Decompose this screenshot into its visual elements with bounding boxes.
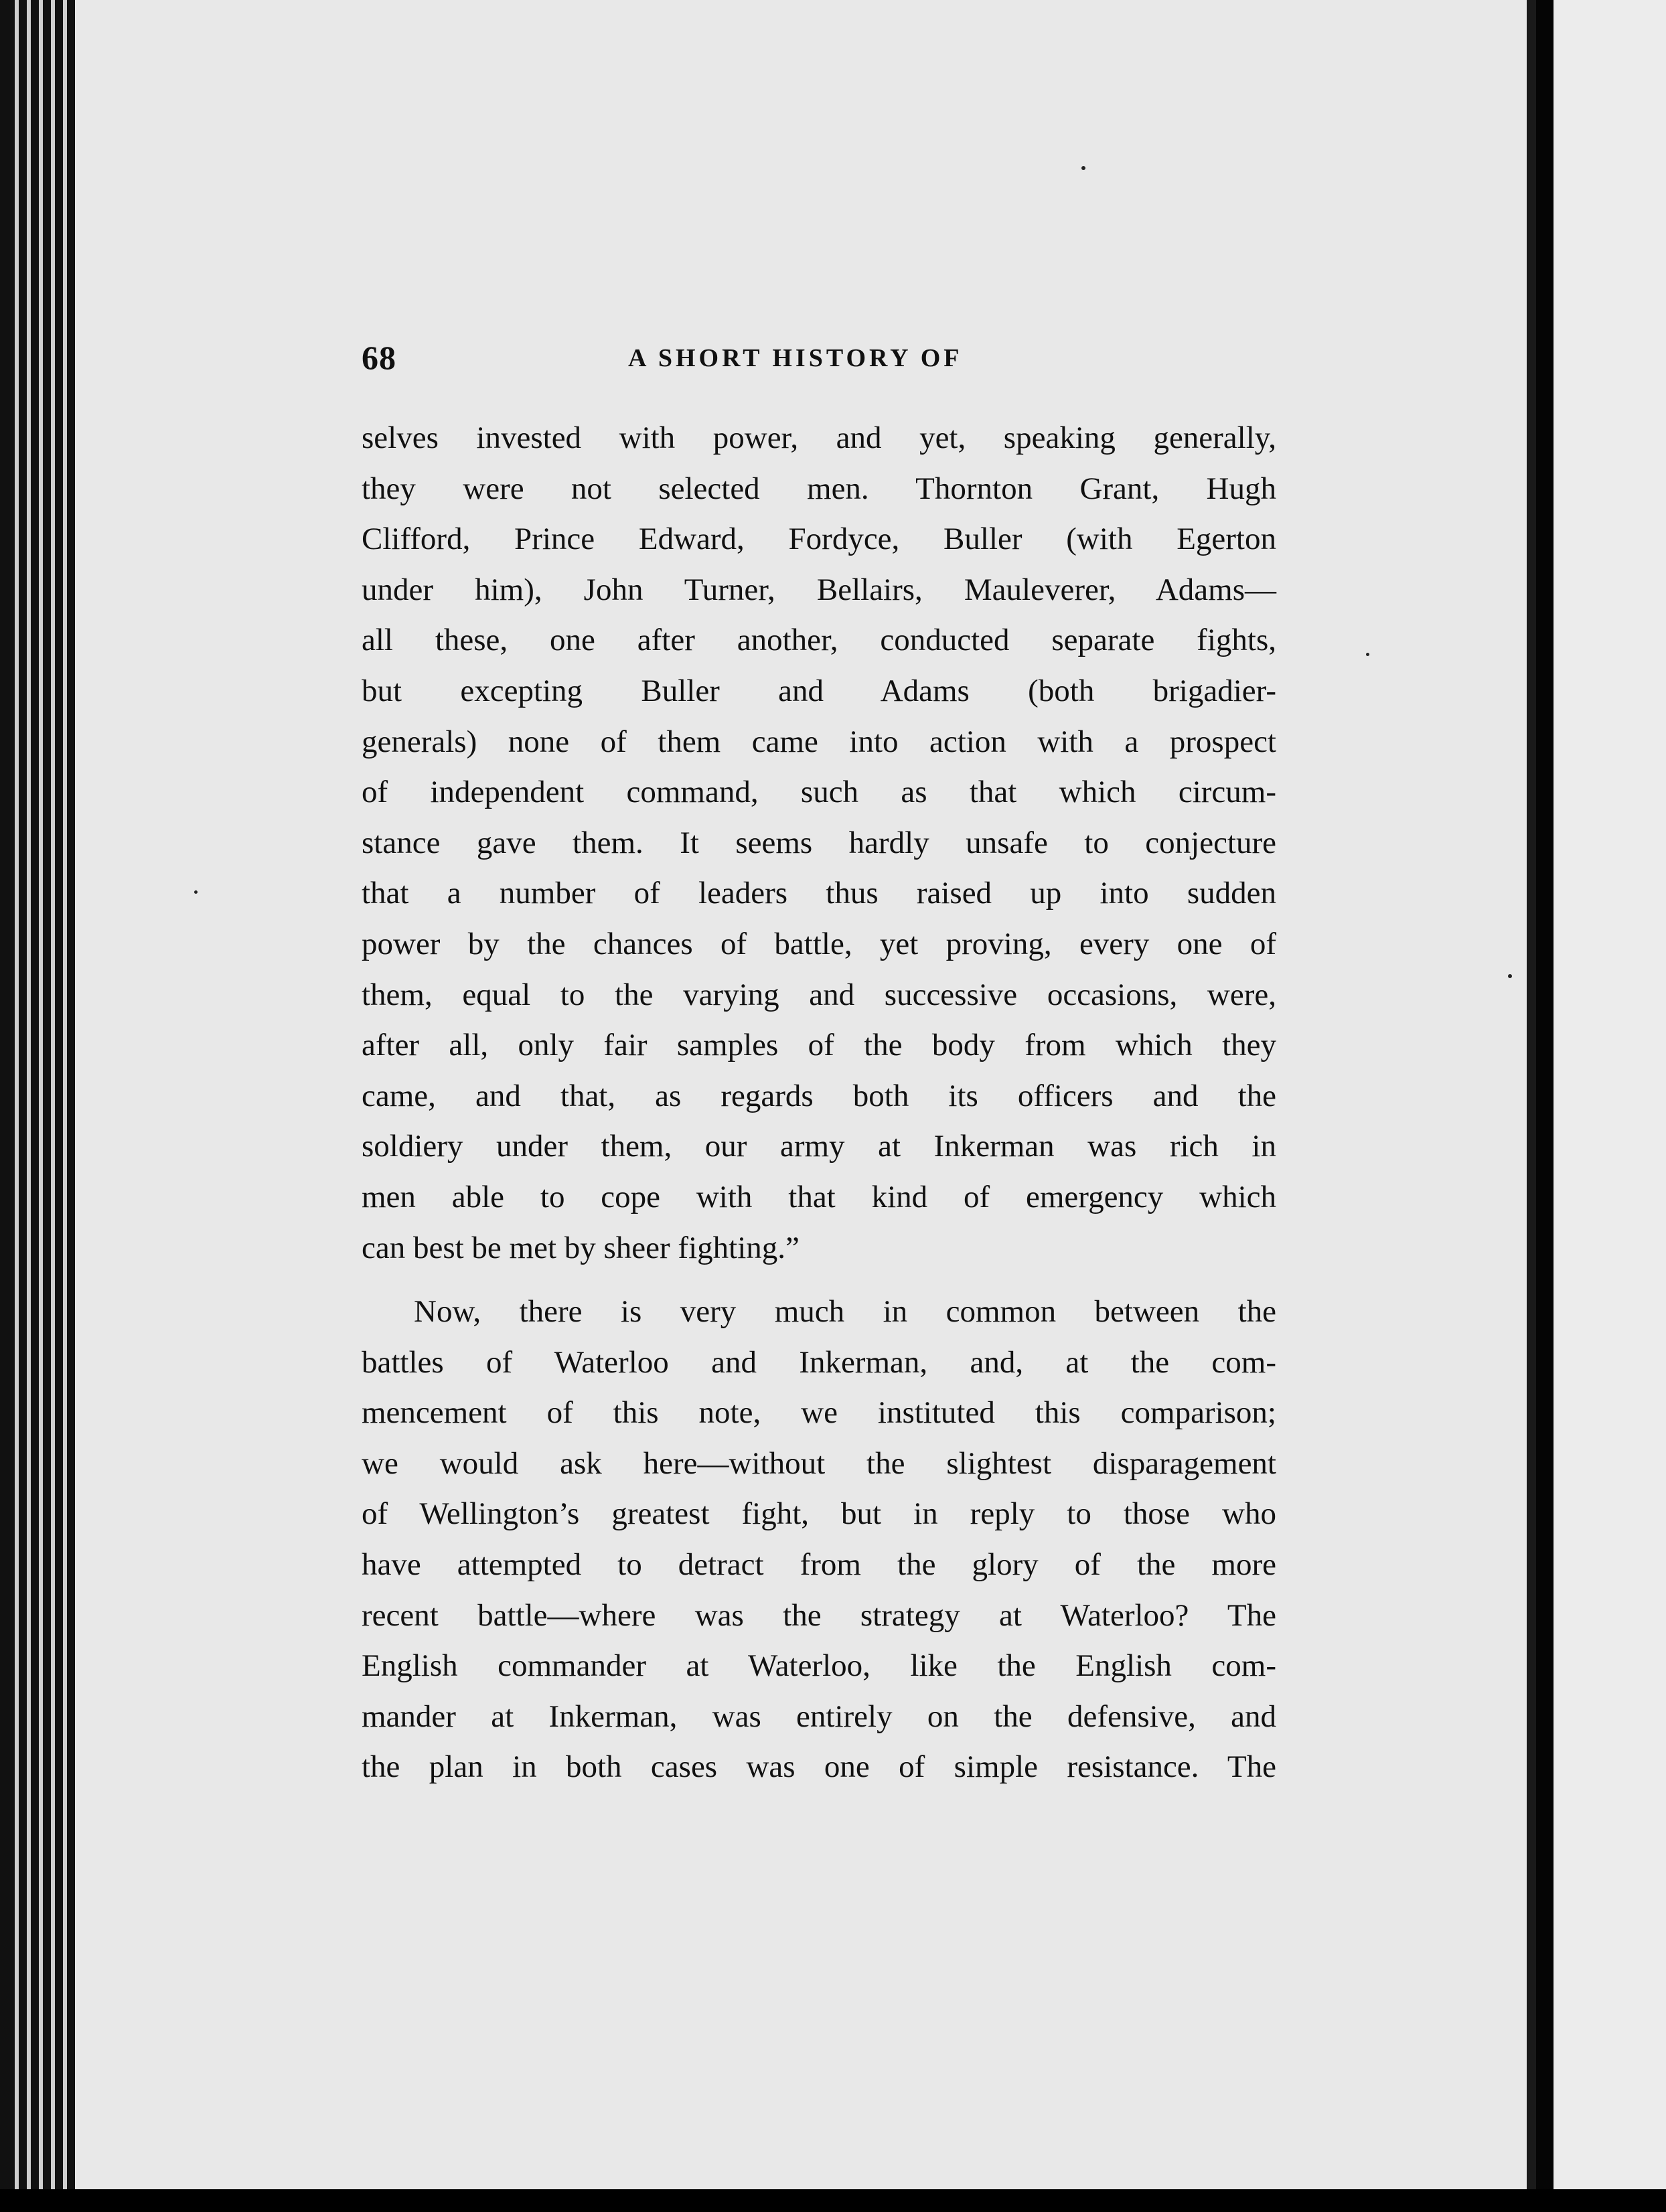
book-spine-edge (0, 0, 75, 2212)
text-line: of independent command, such as that which circum- (362, 775, 1276, 810)
paragraph-1 (362, 413, 1276, 1273)
text-line: mencement of this note, we instituted this comparison; (362, 1395, 1276, 1431)
text-line: them, equal to the varying and successive occasions, were, (362, 977, 1276, 1012)
facing-page-edge (1536, 0, 1666, 2189)
page-header (362, 338, 1286, 385)
text-line: after all, only fair samples of the body from which they (362, 1028, 1276, 1063)
text-line: the plan in both cases was one of simple resistance. The (362, 1749, 1276, 1785)
text-line: came, and that, as regards both its officers and the (362, 1078, 1276, 1113)
text-line: all these, one after another, conducted separate fights, (362, 623, 1276, 658)
text-line: they were not selected men. Thornton Grant, Hugh (362, 471, 1276, 506)
text-line: selves invested with power, and yet, speaking generally, (362, 420, 1276, 455)
paragraph-gap (362, 1273, 1276, 1287)
text-line: that a number of leaders thus raised up into sudden (362, 876, 1276, 911)
text-line: battles of Waterloo and Inkerman, and, at the com- (362, 1344, 1276, 1380)
paper-speck (1508, 974, 1512, 978)
scan-bottom-border (0, 2189, 1666, 2212)
text-line: Now, there is very much in common between the (414, 1294, 1276, 1330)
text-line: can best be met by sheer fighting.” (362, 1230, 800, 1265)
text-line: men able to cope with that kind of emergency which (362, 1179, 1276, 1214)
text-line: under him), John Turner, Bellairs, Mauleverer, Adams— (362, 572, 1276, 607)
body-text (362, 413, 1276, 1793)
text-line: soldiery under them, our army at Inkerman was rich in (362, 1129, 1276, 1164)
page-number: 68 (362, 339, 396, 376)
paper-speck (1366, 653, 1369, 656)
text-line: have attempted to detract from the glory of the more (362, 1547, 1276, 1583)
paragraph-2 (362, 1287, 1276, 1793)
text-line: stance gave them. It seems hardly unsafe to conjecture (362, 825, 1276, 860)
text-line: we would ask here—without the slightest disparagement (362, 1445, 1276, 1481)
paper-speck (194, 890, 198, 894)
text-line: recent battle—where was the strategy at Waterloo? The (362, 1597, 1276, 1633)
text-line: but excepting Buller and Adams (both brigadier- (362, 673, 1276, 708)
text-line: English commander at Waterloo, like the English com- (362, 1648, 1276, 1684)
text-line: generals) none of them came into action with a prospect (362, 724, 1276, 759)
text-line: of Wellington’s greatest fight, but in reply to those who (362, 1496, 1276, 1532)
text-line: Clifford, Prince Edward, Fordyce, Buller (with Egerton (362, 522, 1276, 557)
page-gutter-shadow (1527, 0, 1536, 2189)
paper-speck (1081, 166, 1085, 170)
text-line: power by the chances of battle, yet proving, every one of (362, 926, 1276, 961)
text-line: mander at Inkerman, was entirely on the defensive, and (362, 1698, 1276, 1734)
running-head: A SHORT HISTORY OF (628, 344, 963, 372)
